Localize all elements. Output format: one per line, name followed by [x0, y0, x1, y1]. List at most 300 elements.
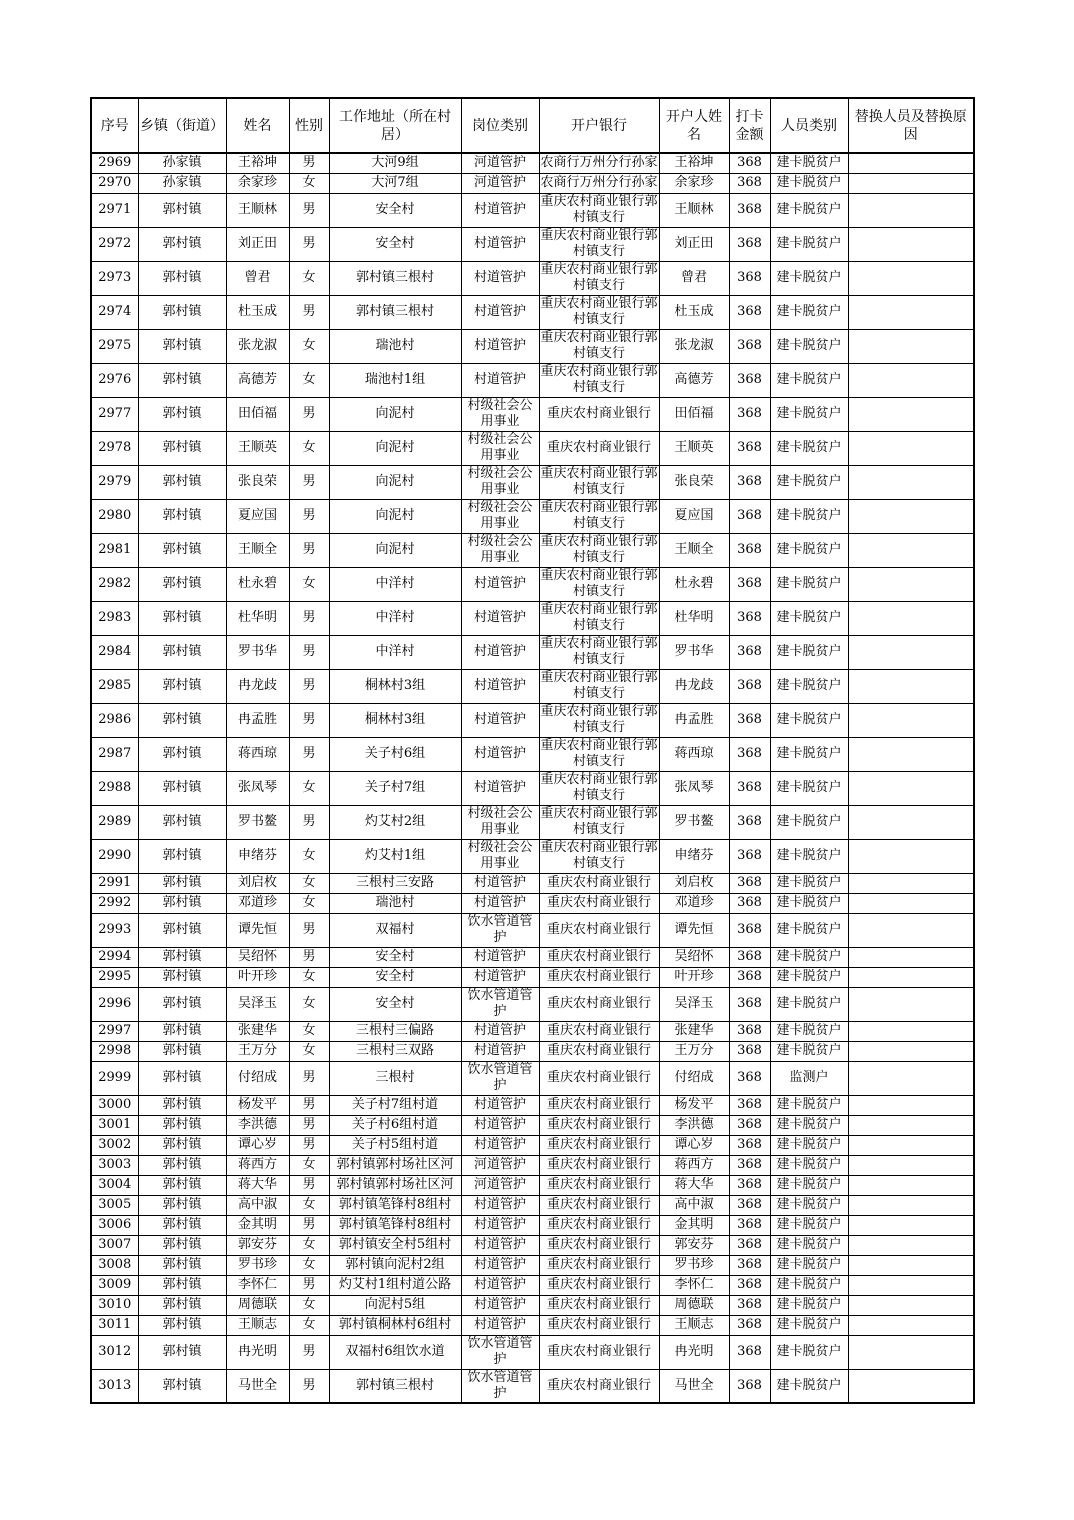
table-row — [91, 1155, 974, 1175]
col-header-person-category: 人员类别 — [770, 98, 848, 153]
cell-bank: 重庆农村商业银行郭村镇支行 — [540, 636, 658, 667]
cell-name: 王裕坤 — [226, 153, 289, 173]
cell-town: 郭村镇 — [138, 1275, 226, 1295]
cell-name: 杜华明 — [226, 601, 289, 635]
cell-name: 余家珍 — [226, 173, 289, 193]
cell-account-holder: 吴泽玉 — [659, 987, 729, 1021]
cell-post-type: 村道管护 — [461, 1275, 539, 1295]
cell-town: 郭村镇 — [138, 431, 226, 465]
cell-town: 郭村镇 — [138, 193, 226, 227]
cell-account-holder: 申绪芬 — [659, 839, 729, 873]
cell-town: 郭村镇 — [138, 967, 226, 987]
cell-name: 叶开珍 — [226, 967, 289, 987]
cell-name: 李洪德 — [226, 1115, 289, 1135]
cell-person-category: 建卡脱贫户 — [770, 669, 848, 703]
table-row — [91, 635, 974, 669]
cell-amount: 368 — [729, 1061, 770, 1095]
cell-index: 2976 — [91, 363, 138, 397]
cell-town: 郭村镇 — [138, 1061, 226, 1095]
cell-account-holder: 邓道珍 — [659, 893, 729, 913]
cell-town: 郭村镇 — [138, 1369, 226, 1403]
cell-post-type: 村道管护 — [461, 295, 539, 329]
cell-work-address: 郭村镇三根村 — [329, 295, 461, 329]
table-row — [91, 363, 974, 397]
cell-name: 蒋大华 — [226, 1175, 289, 1195]
cell-index: 3002 — [91, 1135, 138, 1155]
cell-name: 王顺英 — [226, 431, 289, 465]
cell-person-category: 建卡脱贫户 — [770, 567, 848, 601]
cell-person-category: 建卡脱贫户 — [770, 987, 848, 1021]
cell-post-type: 村道管护 — [461, 1095, 539, 1115]
cell-gender: 女 — [289, 261, 329, 295]
cell-account-holder: 蒋西方 — [659, 1155, 729, 1175]
cell-work-address: 三根村 — [329, 1061, 461, 1095]
cell-gender: 男 — [289, 635, 329, 669]
cell-replacement — [848, 173, 974, 193]
cell-amount: 368 — [729, 1135, 770, 1155]
table-row — [91, 465, 974, 499]
cell-index: 2974 — [91, 295, 138, 329]
cell-account-holder: 夏应国 — [659, 499, 729, 533]
table-row — [91, 771, 974, 805]
cell-bank: 重庆农村商业银行 — [539, 1061, 659, 1095]
cell-account-holder: 杜永碧 — [659, 567, 729, 601]
cell-account-holder: 周德联 — [659, 1295, 729, 1315]
cell-town: 郭村镇 — [138, 533, 226, 567]
cell-post-type: 村道管护 — [461, 261, 539, 295]
cell-account-holder: 张良荣 — [659, 465, 729, 499]
cell-account-holder: 冉光明 — [659, 1335, 729, 1369]
cell-town: 郭村镇 — [138, 567, 226, 601]
header-row — [91, 98, 974, 153]
cell-replacement — [848, 227, 974, 261]
cell-replacement — [848, 1275, 974, 1295]
cell-amount: 368 — [729, 1335, 770, 1369]
cell-replacement — [848, 839, 974, 873]
cell-account-holder: 余家珍 — [659, 173, 729, 193]
cell-amount: 368 — [729, 227, 770, 261]
cell-index: 3009 — [91, 1275, 138, 1295]
cell-amount: 368 — [729, 893, 770, 913]
cell-amount: 368 — [729, 839, 770, 873]
cell-gender: 女 — [289, 173, 329, 193]
cell-post-type: 村道管护 — [461, 669, 539, 703]
cell-person-category: 建卡脱贫户 — [770, 1021, 848, 1041]
cell-index: 3008 — [91, 1255, 138, 1275]
cell-account-holder: 张龙淑 — [659, 329, 729, 363]
table-row — [91, 839, 974, 873]
cell-gender: 男 — [289, 703, 329, 737]
cell-index: 2984 — [91, 635, 138, 669]
cell-replacement — [848, 1255, 974, 1275]
cell-town: 郭村镇 — [138, 1041, 226, 1061]
table-row — [91, 1095, 974, 1115]
cell-account-holder: 张凤琴 — [659, 771, 729, 805]
cell-post-type: 河道管护 — [461, 173, 539, 193]
cell-person-category: 建卡脱贫户 — [770, 227, 848, 261]
cell-amount: 368 — [729, 1195, 770, 1215]
cell-work-address: 双福村6组饮水道 — [329, 1335, 461, 1369]
cell-bank: 重庆农村商业银行 — [539, 893, 659, 913]
cell-amount: 368 — [729, 1215, 770, 1235]
cell-bank: 重庆农村商业银行郭村镇支行 — [540, 262, 658, 293]
table-row — [91, 1215, 974, 1235]
cell-gender: 男 — [289, 397, 329, 431]
cell-replacement — [848, 771, 974, 805]
cell-town: 郭村镇 — [138, 261, 226, 295]
cell-gender: 男 — [289, 737, 329, 771]
cell-bank: 重庆农村商业银行郭村镇支行 — [540, 364, 658, 395]
cell-bank: 重庆农村商业银行 — [539, 1095, 659, 1115]
cell-amount: 368 — [729, 987, 770, 1021]
cell-name: 罗书珍 — [226, 1255, 289, 1275]
cell-post-type: 村道管护 — [461, 771, 539, 805]
cell-person-category: 建卡脱贫户 — [770, 465, 848, 499]
cell-account-holder: 付绍成 — [659, 1061, 729, 1095]
cell-index: 2985 — [91, 669, 138, 703]
table-row — [91, 1135, 974, 1155]
cell-gender: 男 — [289, 1215, 329, 1235]
cell-post-type: 村级社会公用事业 — [461, 839, 539, 873]
cell-replacement — [848, 1095, 974, 1115]
cell-amount: 368 — [729, 193, 770, 227]
cell-gender: 女 — [289, 967, 329, 987]
cell-index: 2979 — [91, 465, 138, 499]
cell-index: 2978 — [91, 431, 138, 465]
cell-name: 高德芳 — [226, 363, 289, 397]
table-row — [91, 669, 974, 703]
cell-work-address: 安全村 — [329, 193, 461, 227]
cell-town: 郭村镇 — [138, 601, 226, 635]
table-row — [91, 737, 974, 771]
cell-name: 曾君 — [226, 261, 289, 295]
col-header-bank: 开户银行 — [539, 98, 659, 153]
cell-bank: 重庆农村商业银行 — [539, 1175, 659, 1195]
table-row — [91, 397, 974, 431]
cell-index: 3007 — [91, 1235, 138, 1255]
cell-account-holder: 高中淑 — [659, 1195, 729, 1215]
cell-post-type: 村道管护 — [461, 873, 539, 893]
col-header-work-address: 工作地址（所在村居） — [329, 98, 461, 153]
cell-index: 2973 — [91, 261, 138, 295]
cell-amount: 368 — [729, 771, 770, 805]
cell-post-type: 河道管护 — [461, 153, 539, 173]
cell-work-address: 瑞池村 — [329, 893, 461, 913]
cell-gender: 男 — [289, 533, 329, 567]
cell-bank: 重庆农村商业银行 — [539, 1215, 659, 1235]
cell-amount: 368 — [729, 329, 770, 363]
cell-work-address: 三根村三安路 — [329, 873, 461, 893]
cell-amount: 368 — [729, 465, 770, 499]
cell-name: 蒋西方 — [226, 1155, 289, 1175]
cell-account-holder: 蒋大华 — [659, 1175, 729, 1195]
col-header-replacement: 替换人员及替换原因 — [848, 98, 974, 153]
cell-town: 郭村镇 — [138, 1115, 226, 1135]
cell-work-address: 瑞池村1组 — [329, 363, 461, 397]
cell-index: 2986 — [91, 703, 138, 737]
cell-post-type: 饮水管道管护 — [461, 1335, 539, 1369]
table-row — [91, 1335, 974, 1369]
cell-person-category: 监测户 — [770, 1061, 848, 1095]
cell-post-type: 村道管护 — [461, 967, 539, 987]
table-row — [91, 153, 974, 173]
cell-post-type: 村道管护 — [461, 703, 539, 737]
cell-person-category: 建卡脱贫户 — [770, 1335, 848, 1369]
cell-gender: 女 — [289, 1195, 329, 1215]
cell-person-category: 建卡脱贫户 — [770, 193, 848, 227]
cell-replacement — [848, 1235, 974, 1255]
cell-replacement — [848, 1021, 974, 1041]
cell-post-type: 村道管护 — [461, 363, 539, 397]
cell-amount: 368 — [729, 1275, 770, 1295]
cell-post-type: 村道管护 — [461, 947, 539, 967]
cell-town: 郭村镇 — [138, 737, 226, 771]
cell-bank: 重庆农村商业银行郭村镇支行 — [540, 806, 658, 837]
cell-account-holder: 马世全 — [659, 1369, 729, 1403]
cell-post-type: 村道管护 — [461, 567, 539, 601]
cell-replacement — [848, 1215, 974, 1235]
cell-gender: 女 — [289, 771, 329, 805]
cell-post-type: 饮水管道管护 — [461, 1369, 539, 1403]
col-header-index: 序号 — [91, 98, 138, 153]
cell-name: 冉孟胜 — [226, 703, 289, 737]
cell-post-type: 村道管护 — [461, 1235, 539, 1255]
cell-name: 张凤琴 — [226, 771, 289, 805]
cell-replacement — [848, 1369, 974, 1403]
cell-index: 3003 — [91, 1155, 138, 1175]
cell-gender: 男 — [289, 499, 329, 533]
cell-gender: 男 — [289, 153, 329, 173]
cell-amount: 368 — [729, 873, 770, 893]
cell-town: 郭村镇 — [138, 947, 226, 967]
cell-account-holder: 金其明 — [659, 1215, 729, 1235]
cell-name: 马世全 — [226, 1369, 289, 1403]
cell-bank: 重庆农村商业银行郭村镇支行 — [540, 534, 658, 565]
cell-name: 张龙淑 — [226, 329, 289, 363]
cell-account-holder: 田佰福 — [659, 397, 729, 431]
cell-replacement — [848, 397, 974, 431]
cell-bank: 重庆农村商业银行郭村镇支行 — [540, 228, 658, 259]
cell-name: 刘正田 — [226, 227, 289, 261]
cell-amount: 368 — [729, 1175, 770, 1195]
cell-replacement — [848, 1315, 974, 1335]
table-row — [91, 805, 974, 839]
cell-person-category: 建卡脱贫户 — [770, 913, 848, 947]
cell-town: 郭村镇 — [138, 1335, 226, 1369]
table-row — [91, 533, 974, 567]
cell-person-category: 建卡脱贫户 — [770, 431, 848, 465]
cell-bank: 农商行万州分行孙家 — [539, 153, 659, 173]
cell-name: 冉光明 — [226, 1335, 289, 1369]
cell-amount: 368 — [729, 499, 770, 533]
cell-post-type: 村道管护 — [461, 1115, 539, 1135]
cell-town: 郭村镇 — [138, 1315, 226, 1335]
cell-gender: 女 — [289, 1235, 329, 1255]
cell-index: 3001 — [91, 1115, 138, 1135]
cell-account-holder: 杨发平 — [659, 1095, 729, 1115]
cell-amount: 368 — [729, 567, 770, 601]
cell-town: 孙家镇 — [138, 173, 226, 193]
cell-amount: 368 — [729, 913, 770, 947]
cell-replacement — [848, 465, 974, 499]
cell-post-type: 村道管护 — [461, 1295, 539, 1315]
table-row — [91, 1195, 974, 1215]
cell-post-type: 村道管护 — [461, 1041, 539, 1061]
cell-account-holder: 吴绍怀 — [659, 947, 729, 967]
cell-amount: 368 — [729, 1021, 770, 1041]
cell-bank: 重庆农村商业银行 — [539, 1195, 659, 1215]
table-row — [91, 499, 974, 533]
col-header-post-type: 岗位类别 — [461, 98, 539, 153]
cell-post-type: 饮水管道管护 — [461, 1061, 539, 1095]
cell-town: 郭村镇 — [138, 839, 226, 873]
cell-amount: 368 — [729, 1041, 770, 1061]
cell-index: 2989 — [91, 805, 138, 839]
cell-index: 2972 — [91, 227, 138, 261]
cell-index: 2999 — [91, 1061, 138, 1095]
cell-amount: 368 — [729, 1295, 770, 1315]
cell-name: 夏应国 — [226, 499, 289, 533]
cell-person-category: 建卡脱贫户 — [770, 533, 848, 567]
cell-gender: 男 — [289, 227, 329, 261]
cell-index: 2977 — [91, 397, 138, 431]
cell-person-category: 建卡脱贫户 — [770, 737, 848, 771]
table-row — [91, 1295, 974, 1315]
table-row — [91, 329, 974, 363]
cell-work-address: 大河9组 — [329, 153, 461, 173]
cell-name: 罗书鳌 — [226, 805, 289, 839]
cell-person-category: 建卡脱贫户 — [770, 839, 848, 873]
col-header-gender: 性别 — [289, 98, 329, 153]
cell-index: 3010 — [91, 1295, 138, 1315]
cell-bank: 重庆农村商业银行 — [539, 397, 659, 431]
cell-account-holder: 王顺英 — [659, 431, 729, 465]
cell-person-category: 建卡脱贫户 — [770, 967, 848, 987]
table-row — [91, 1235, 974, 1255]
cell-name: 周德联 — [226, 1295, 289, 1315]
cell-index: 3004 — [91, 1175, 138, 1195]
cell-work-address: 向泥村5组 — [329, 1295, 461, 1315]
cell-bank: 重庆农村商业银行 — [539, 913, 659, 947]
cell-work-address: 中洋村 — [329, 567, 461, 601]
cell-bank: 重庆农村商业银行 — [539, 1275, 659, 1295]
cell-index: 3013 — [91, 1369, 138, 1403]
cell-town: 郭村镇 — [138, 1295, 226, 1315]
cell-gender: 女 — [289, 329, 329, 363]
col-header-name: 姓名 — [226, 98, 289, 153]
cell-name: 冉龙歧 — [226, 669, 289, 703]
table-row — [91, 893, 974, 913]
cell-account-holder: 王顺全 — [659, 533, 729, 567]
table-row — [91, 431, 974, 465]
cell-replacement — [848, 893, 974, 913]
cell-town: 郭村镇 — [138, 1215, 226, 1235]
cell-bank: 重庆农村商业银行郭村镇支行 — [540, 296, 658, 327]
cell-town: 郭村镇 — [138, 771, 226, 805]
cell-name: 罗书华 — [226, 635, 289, 669]
table-row — [91, 1175, 974, 1195]
cell-town: 郭村镇 — [138, 499, 226, 533]
cell-amount: 368 — [729, 1235, 770, 1255]
cell-gender: 男 — [289, 669, 329, 703]
cell-bank: 重庆农村商业银行 — [539, 1135, 659, 1155]
cell-work-address: 郭村镇向泥村2组 — [329, 1255, 461, 1275]
cell-person-category: 建卡脱贫户 — [770, 1135, 848, 1155]
table-row — [91, 295, 974, 329]
cell-work-address: 关子村5组村道 — [329, 1135, 461, 1155]
cell-name: 王顺志 — [226, 1315, 289, 1335]
cell-person-category: 建卡脱贫户 — [770, 1115, 848, 1135]
cell-gender: 男 — [289, 1335, 329, 1369]
table-row — [91, 873, 974, 893]
col-header-account-holder: 开户人姓名 — [659, 98, 729, 153]
cell-town: 孙家镇 — [138, 153, 226, 173]
cell-name: 刘启枚 — [226, 873, 289, 893]
cell-amount: 368 — [729, 1095, 770, 1115]
cell-gender: 男 — [289, 295, 329, 329]
cell-index: 3012 — [91, 1335, 138, 1369]
cell-replacement — [848, 913, 974, 947]
cell-account-holder: 谭先恒 — [659, 913, 729, 947]
cell-account-holder: 高德芳 — [659, 363, 729, 397]
cell-person-category: 建卡脱贫户 — [770, 1315, 848, 1335]
cell-replacement — [848, 601, 974, 635]
cell-town: 郭村镇 — [138, 1155, 226, 1175]
cell-index: 3000 — [91, 1095, 138, 1115]
cell-account-holder: 李怀仁 — [659, 1275, 729, 1295]
cell-post-type: 村级社会公用事业 — [461, 465, 539, 499]
cell-gender: 女 — [289, 1155, 329, 1175]
cell-work-address: 大河7组 — [329, 173, 461, 193]
cell-post-type: 村级社会公用事业 — [461, 431, 539, 465]
cell-account-holder: 谭心岁 — [659, 1135, 729, 1155]
cell-account-holder: 王顺志 — [659, 1315, 729, 1335]
cell-bank: 重庆农村商业银行 — [539, 947, 659, 967]
cell-bank: 重庆农村商业银行 — [539, 873, 659, 893]
cell-town: 郭村镇 — [138, 329, 226, 363]
cell-index: 2987 — [91, 737, 138, 771]
cell-bank: 重庆农村商业银行 — [539, 1235, 659, 1255]
cell-index: 2983 — [91, 601, 138, 635]
cell-gender: 男 — [289, 193, 329, 227]
cell-name: 付绍成 — [226, 1061, 289, 1095]
cell-index: 2994 — [91, 947, 138, 967]
cell-replacement — [848, 1175, 974, 1195]
cell-person-category: 建卡脱贫户 — [770, 1275, 848, 1295]
table-row — [91, 193, 974, 227]
cell-bank: 农商行万州分行孙家 — [539, 173, 659, 193]
cell-account-holder: 李洪德 — [659, 1115, 729, 1135]
cell-work-address: 瑞池村 — [329, 329, 461, 363]
cell-replacement — [848, 363, 974, 397]
cell-post-type: 村级社会公用事业 — [461, 533, 539, 567]
cell-post-type: 村道管护 — [461, 1215, 539, 1235]
cell-town: 郭村镇 — [138, 397, 226, 431]
cell-post-type: 村道管护 — [461, 737, 539, 771]
cell-amount: 368 — [729, 261, 770, 295]
cell-post-type: 村级社会公用事业 — [461, 397, 539, 431]
cell-town: 郭村镇 — [138, 227, 226, 261]
cell-work-address: 灼艾村1组 — [329, 839, 461, 873]
cell-amount: 368 — [729, 1315, 770, 1335]
table-row — [91, 1061, 974, 1095]
cell-gender: 男 — [289, 805, 329, 839]
cell-index: 2988 — [91, 771, 138, 805]
cell-work-address: 向泥村 — [329, 397, 461, 431]
table-row — [91, 703, 974, 737]
cell-bank: 重庆农村商业银行郭村镇支行 — [540, 194, 658, 225]
cell-replacement — [848, 1295, 974, 1315]
